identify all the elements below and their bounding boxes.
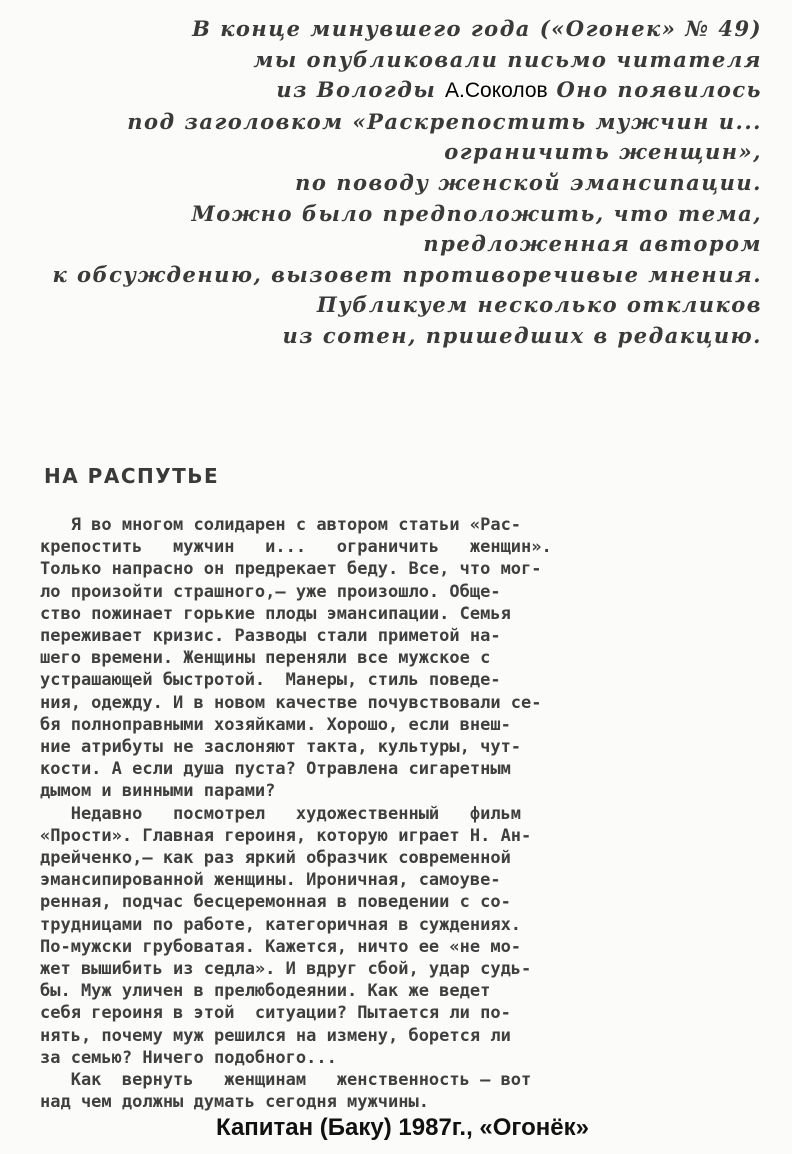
- article-line: устрашающей быстротой. Манеры, стиль поведе-: [40, 670, 501, 691]
- article-line: бя полноправными хозяйками. Хорошо, если внеш-: [40, 714, 511, 735]
- article-line: ние атрибуты не заслоняют такта, культуры, чут-: [40, 737, 522, 758]
- intro-line: мы опубликовали письмо читателя: [253, 46, 762, 72]
- intro-line: Публикуем несколько откликов: [316, 292, 762, 318]
- article-line: Я во многом солидарен с автором статьи «Рас-: [40, 515, 522, 535]
- intro-line: из сотен, пришедших в редакцию.: [282, 322, 762, 348]
- editorial-intro: [30, 14, 762, 352]
- article-line: себя героиня в этой ситуации? Пытается ли по-: [40, 1003, 511, 1024]
- intro-line: под заголовком «Раскрепостить мужчин и...: [127, 108, 762, 134]
- article-line: переживает кризис. Разводы стали приметой на-: [40, 626, 501, 647]
- article-line: бы. Муж уличен в прелюбодеянии. Как же ведет: [40, 981, 491, 1002]
- article-line: «Прости». Главная героиня, которую играет Н. Ан-: [40, 825, 532, 846]
- article-line: кости. А если душа пуста? Отравлена сигаретным: [40, 759, 511, 780]
- article-body: [40, 514, 760, 1113]
- article-line: дымом и винными парами?: [40, 781, 276, 802]
- article-line: Как вернуть женщинам женственность — вот: [40, 1070, 532, 1091]
- article-line: По-мужски грубоватая. Кажется, ничто ее «не мо-: [40, 936, 522, 957]
- intro-line-part: из Вологды: [276, 77, 437, 103]
- source-caption: Капитан (Баку) 1987г., «Огонёк»: [216, 1114, 589, 1141]
- article-line: за семью? Ничего подобного...: [40, 1047, 337, 1068]
- article-line: ство пожинает горькие плоды эмансипации. Семья: [40, 603, 511, 624]
- intro-line-part: Оно появилось: [556, 77, 762, 103]
- article-line: эмансипированной женщины. Ироничная, самоуве-: [40, 870, 501, 891]
- article-line: крепостить мужчин и... ограничить женщин».: [40, 537, 552, 558]
- article-line: ния, одежду. И в новом качестве почувствовали се-: [40, 692, 542, 713]
- article-line: Только напрасно он предрекает беду. Все, что мог-: [40, 559, 542, 580]
- article-line: Недавно посмотрел художественный фильм: [40, 803, 522, 824]
- article-line: ренная, подчас бесцеремонная в поведении с со-: [40, 892, 511, 913]
- article-line: трудницами по работе, категоричная в суждениях.: [40, 914, 522, 935]
- intro-line: предложенная автором: [423, 231, 762, 257]
- article-line: дрейченко,— как раз яркий образчик современной: [40, 848, 511, 869]
- intro-line: В конце минувшего года («Огонек» № 49): [192, 16, 762, 41]
- intro-line: Можно было предположить, что тема,: [191, 200, 762, 226]
- article-line: жет вышибить из седла». И вдруг сбой, удар судь-: [40, 959, 532, 980]
- article-heading: НА РАСПУТЬЕ: [44, 464, 220, 488]
- article-line: над чем должны думать сегодня мужчины.: [40, 1092, 429, 1113]
- intro-line: по поводу женской эмансипации.: [295, 169, 762, 195]
- author-name: А.Соколов: [445, 79, 548, 103]
- intro-line-author: [30, 75, 762, 107]
- article-line: ло произойти страшного,— уже произошло. Обще-: [40, 581, 501, 602]
- intro-line: к обсуждению, вызовет противоречивые мнения.: [52, 261, 762, 287]
- article-line: шего времени. Женщины переняли все мужское с: [40, 648, 491, 669]
- article-line: нять, почему муж решился на измену, борется ли: [40, 1025, 511, 1046]
- intro-line: ограничить женщин»,: [444, 139, 762, 165]
